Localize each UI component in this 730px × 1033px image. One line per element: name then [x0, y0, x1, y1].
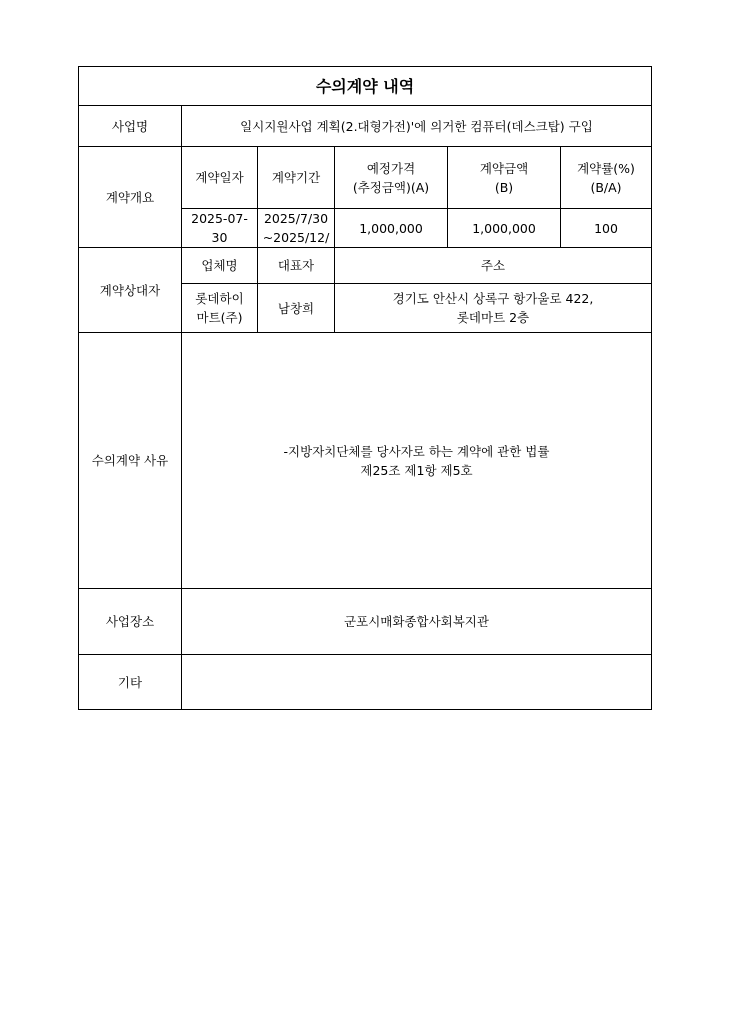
overview-value-rate: 100: [561, 209, 652, 248]
overview-header-estimate: 예정가격 (추정금액)(A): [335, 147, 448, 209]
overview-value-date: 2025-07-30: [182, 209, 258, 248]
contractor-value-company: 롯데하이 마트(주): [182, 284, 258, 333]
page-title: 수의계약 내역: [79, 67, 652, 106]
overview-value-amount: 1,000,000: [448, 209, 561, 248]
location-label: 사업장소: [79, 589, 182, 655]
reason-value: -지방자치단체를 당사자로 하는 계약에 관한 법률 제25조 제1항 제5호: [182, 333, 652, 589]
contractor-value-address: 경기도 안산시 상록구 항가울로 422, 롯데마트 2층: [335, 284, 652, 333]
contractor-label: 계약상대자: [79, 248, 182, 333]
location-value: 군포시매화종합사회복지관: [182, 589, 652, 655]
overview-value-period: 2025/7/30 ~2025/12/: [258, 209, 335, 248]
reason-label: 수의계약 사유: [79, 333, 182, 589]
contract-table: [78, 66, 652, 710]
overview-header-period: 계약기간: [258, 147, 335, 209]
contractor-value-rep: 남창희: [258, 284, 335, 333]
project-label: 사업명: [79, 106, 182, 147]
project-value: 일시지원사업 계획(2.대형가전)'에 의거한 컴퓨터(데스크탑) 구입: [182, 106, 652, 147]
contractor-header-company: 업체명: [182, 248, 258, 284]
contractor-header-address: 주소: [335, 248, 652, 284]
overview-header-rate: 계약률(%) (B/A): [561, 147, 652, 209]
etc-value: [182, 655, 652, 710]
overview-header-amount: 계약금액 (B): [448, 147, 561, 209]
overview-header-date: 계약일자: [182, 147, 258, 209]
contractor-header-rep: 대표자: [258, 248, 335, 284]
etc-label: 기타: [79, 655, 182, 710]
overview-value-estimate: 1,000,000: [335, 209, 448, 248]
overview-label: 계약개요: [79, 147, 182, 248]
